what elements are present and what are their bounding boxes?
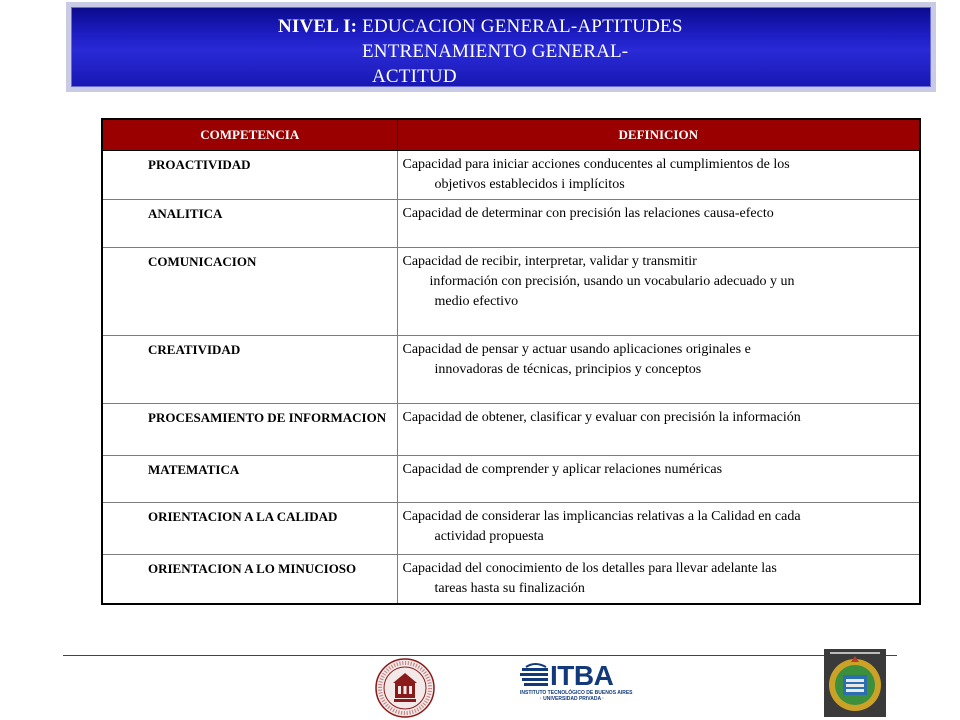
- table-header-row: [102, 119, 920, 151]
- title-banner: [66, 2, 936, 92]
- itba-subtitle-1: INSTITUTO TECNOLÓGICO DE BUENOS AIRES: [520, 690, 633, 696]
- competency-definition: [397, 151, 920, 200]
- definition-line: tareas hasta su finalización: [434, 581, 585, 596]
- table-row: [102, 404, 920, 456]
- competency-name: ORIENTACION A LO MINUCIOSO: [102, 555, 397, 605]
- competency-name: PROCESAMIENTO DE INFORMACION: [102, 404, 397, 456]
- title-banner-inner: [71, 7, 931, 87]
- competency-definition: [397, 404, 920, 456]
- competency-name: COMUNICACION: [102, 248, 397, 336]
- competency-name: CREATIVIDAD: [102, 336, 397, 404]
- competency-definition: [397, 336, 920, 404]
- title-level: NIVEL I:: [278, 16, 358, 37]
- definition-line: Capacidad de determinar con precisión las relaciones causa-efecto: [402, 206, 774, 221]
- competency-definition: [397, 200, 920, 248]
- itba-subtitle-2: · UNIVERSIDAD PRIVADA ·: [540, 696, 604, 702]
- title-line-1-text: EDUCACION GENERAL-APTITUDES: [362, 16, 683, 37]
- competency-definition: [397, 456, 920, 503]
- itba-subtitle: [520, 690, 633, 702]
- itba-logo: [520, 660, 633, 702]
- definition-line: Capacidad de obtener, clasificar y evaluar con precisión la información: [402, 410, 801, 425]
- competency-definition: [397, 555, 920, 605]
- title-line-1: [278, 16, 683, 38]
- definition-line: Capacidad para iniciar acciones conducentes al cumplimientos de los: [402, 157, 790, 172]
- table-row: [102, 555, 920, 605]
- competency-definition: [397, 248, 920, 336]
- university-seal-logo: [375, 658, 435, 718]
- competency-name: MATEMATICA: [102, 456, 397, 503]
- definition-line: Capacidad de considerar las implicancias relativas a la Calidad en cada: [402, 509, 801, 524]
- definition-line: Capacidad de recibir, interpretar, validar y transmitir: [402, 254, 697, 269]
- table-row: [102, 151, 920, 200]
- footer-divider: [63, 655, 897, 656]
- table-row: [102, 456, 920, 503]
- table-row: [102, 248, 920, 336]
- table-row: [102, 503, 920, 555]
- definition-line: innovadoras de técnicas, principios y conceptos: [434, 362, 702, 377]
- definition-line: información con precisión, usando un vocabulario adecuado y un: [429, 274, 795, 289]
- competency-name: ANALITICA: [102, 200, 397, 248]
- table-row: [102, 200, 920, 248]
- table-row: [102, 336, 920, 404]
- definition-line: Capacidad de pensar y actuar usando aplicaciones originales e: [402, 342, 751, 357]
- definition-line: Capacidad del conocimiento de los detalles para llevar adelante las: [402, 561, 777, 576]
- definition-line: actividad propuesta: [434, 529, 544, 544]
- competency-table: [101, 118, 921, 605]
- competency-name: ORIENTACION A LA CALIDAD: [102, 503, 397, 555]
- competency-definition: [397, 503, 920, 555]
- itba-logo-mark-icon: [520, 662, 550, 688]
- itba-wordmark: ITBA: [550, 660, 614, 691]
- definition-line: objetivos establecidos i implícitos: [434, 177, 625, 192]
- definition-line: Capacidad de comprender y aplicar relaciones numéricas: [402, 462, 723, 477]
- header-definicion: DEFINICION: [397, 119, 920, 151]
- competency-name: PROACTIVIDAD: [102, 151, 397, 200]
- header-competencia: COMPETENCIA: [102, 119, 397, 151]
- program-badge-logo: [824, 649, 886, 717]
- definition-line: medio efectivo: [434, 294, 519, 309]
- title-line-3: ACTITUD: [372, 66, 457, 87]
- title-line-2: ENTRENAMIENTO GENERAL-: [362, 41, 629, 62]
